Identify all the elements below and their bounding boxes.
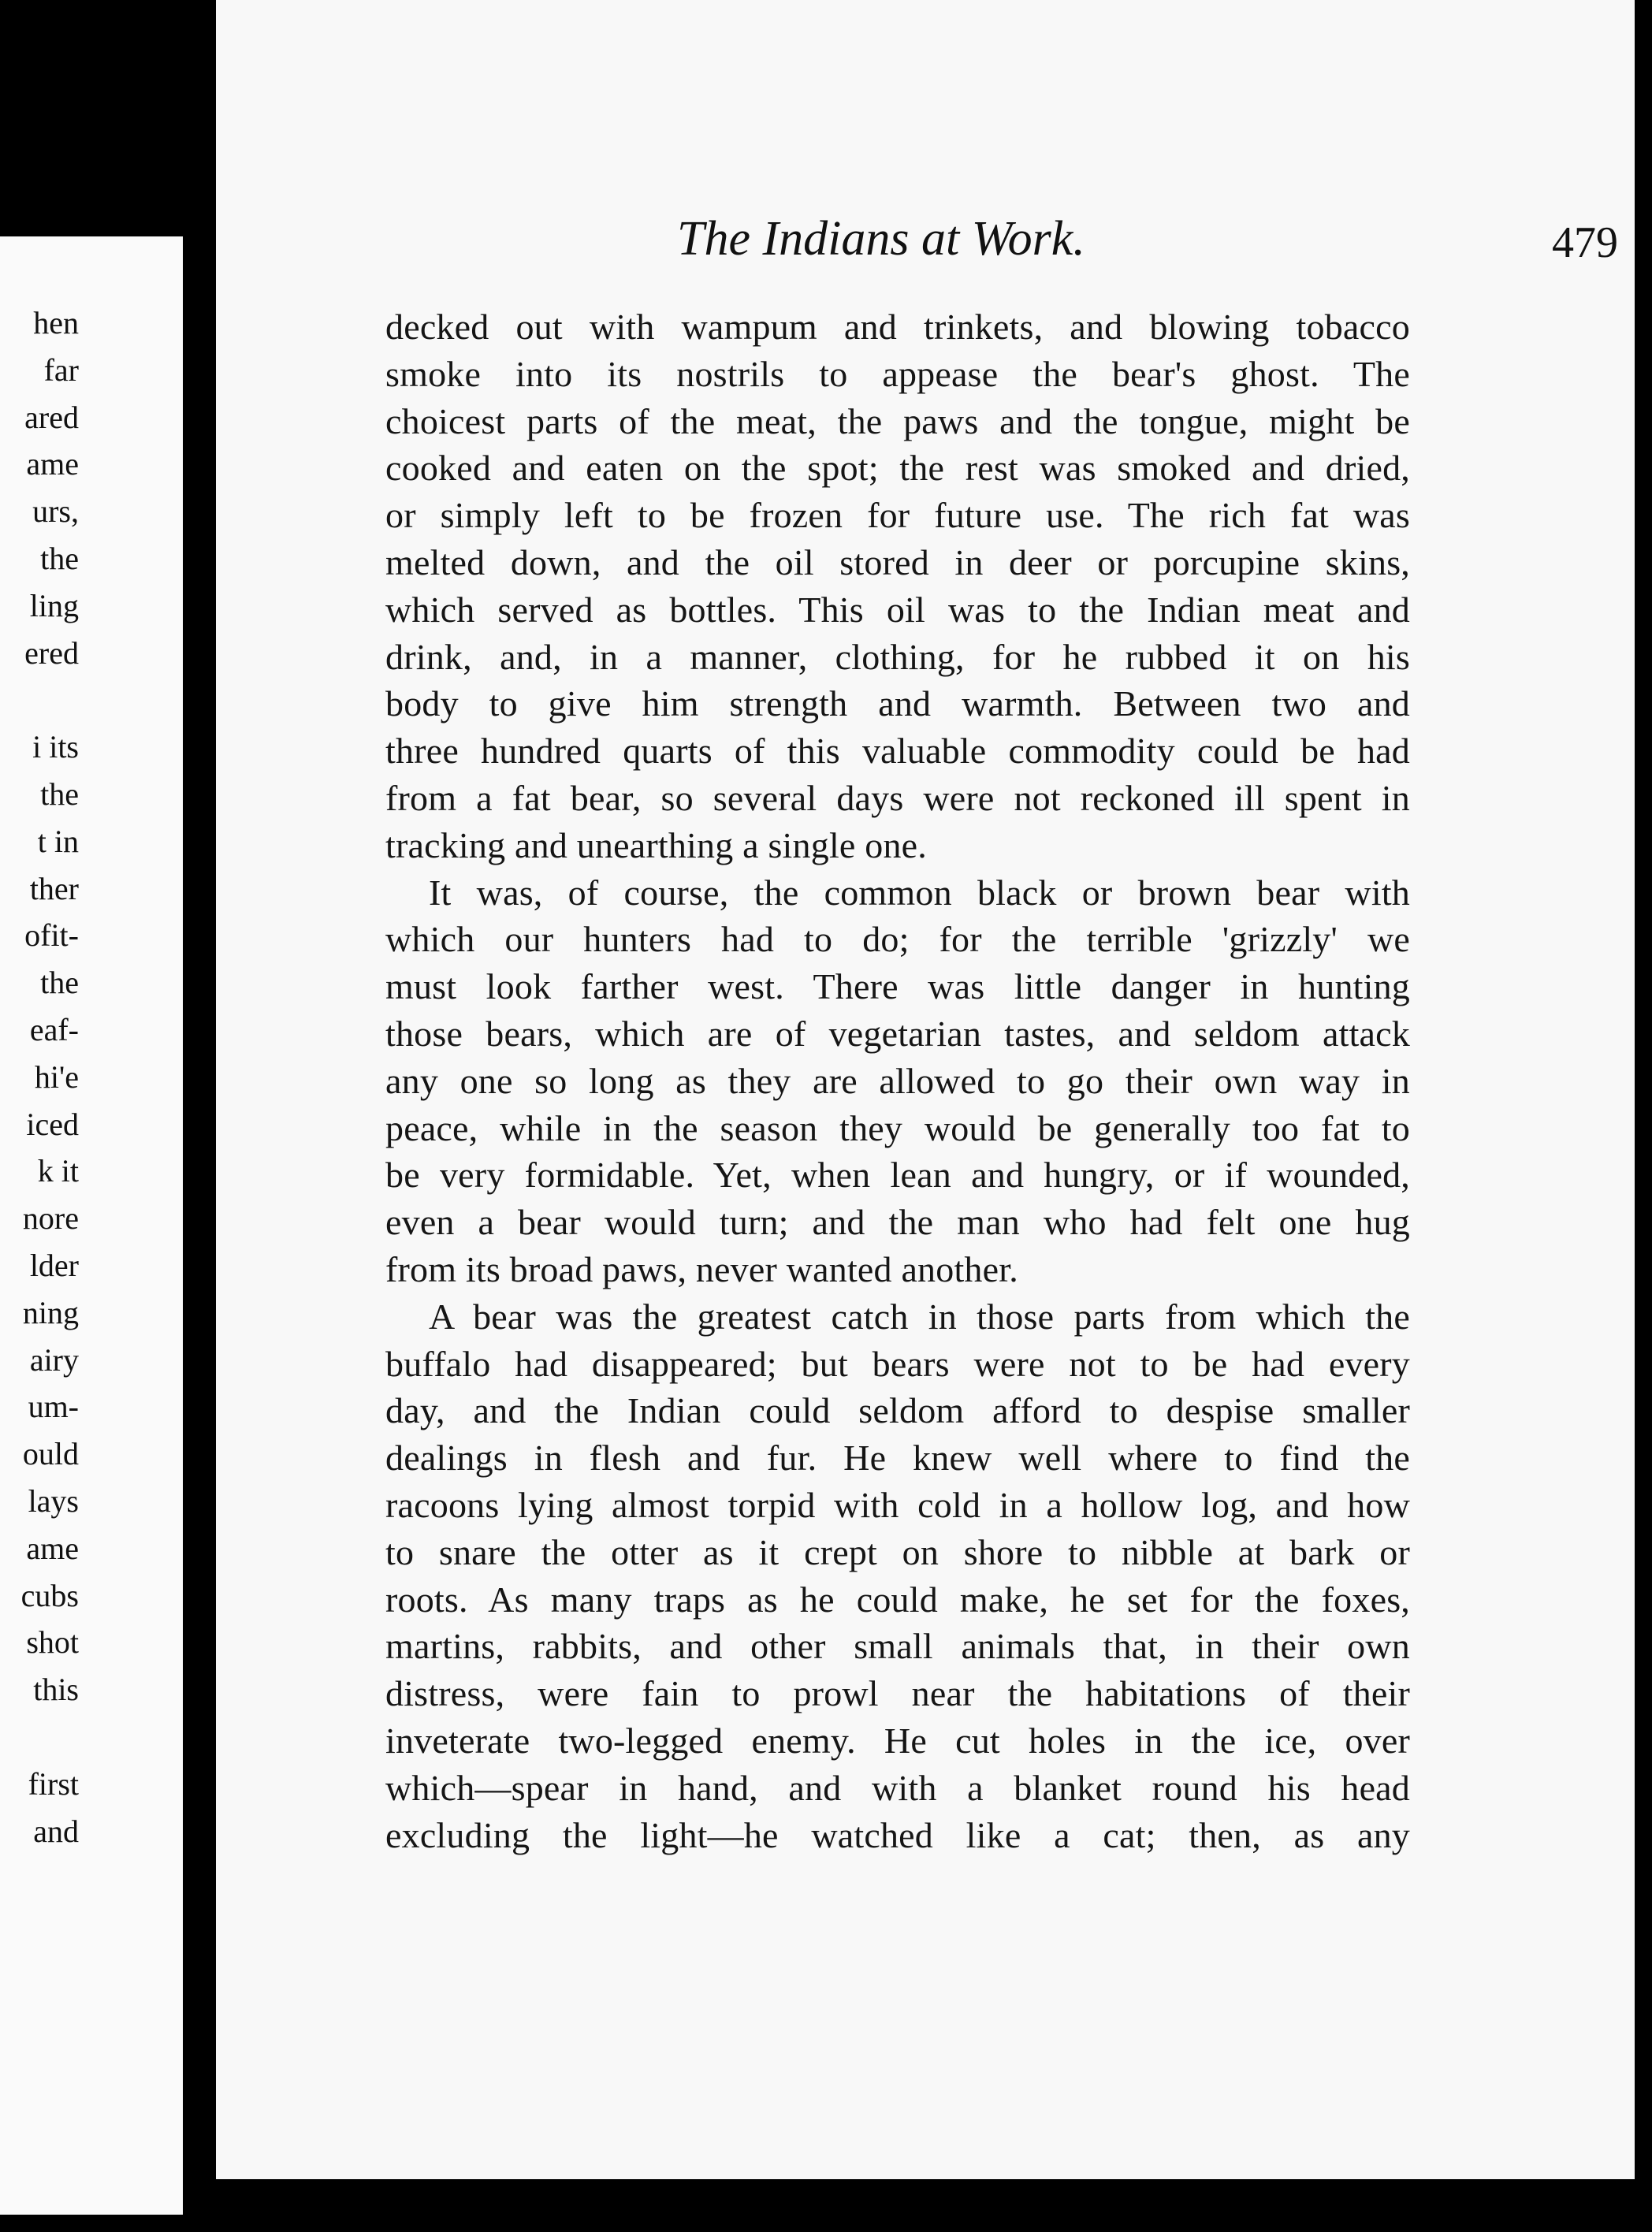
text-line: inveterate two-legged enemy. He cut holes in the ice, over [385, 1720, 1410, 1761]
paragraph [385, 303, 1410, 869]
page-body-text [385, 303, 1410, 1858]
text-line: body to give him strength and warmth. Between two and [385, 683, 1410, 724]
facing-page-fragment: k it [37, 1153, 79, 1189]
facing-page-fragment: ther [29, 870, 79, 906]
text-line: day, and the Indian could seldom afford to despise smaller [385, 1390, 1410, 1431]
facing-page-fragment: nore [22, 1200, 79, 1237]
facing-page-text-fragments [0, 299, 79, 1854]
text-line: must look farther west. There was little danger in hunting [385, 966, 1410, 1007]
text-line: smoke into its nostrils to appease the bear's ghost. The [385, 353, 1410, 394]
text-line: tracking and unearthing a single one. [385, 824, 927, 865]
facing-page-fragment: ofit- [24, 917, 79, 954]
facing-page-fragment: hi'e [34, 1058, 79, 1095]
facing-page-fragment: ame [26, 1530, 79, 1566]
text-line: which our hunters had to do; for the terrible 'grizzly' we [385, 919, 1410, 960]
facing-page-fragment: ame [26, 446, 79, 482]
text-line: which—spear in hand, and with a blanket round his head [385, 1767, 1410, 1808]
text-line: distress, were fain to prowl near the habitations of their [385, 1673, 1410, 1714]
text-line: from its broad paws, never wanted another. [385, 1248, 1018, 1289]
facing-page-fragment: the [40, 540, 79, 576]
text-line: be very formidable. Yet, when lean and hungry, or if wounded, [385, 1155, 1410, 1196]
text-line: choicest parts of the meat, the paws and the tongue, might be [385, 400, 1410, 441]
text-line: three hundred quarts of this valuable commodity could be had [385, 731, 1410, 772]
text-line: A bear was the greatest catch in those parts from which the [429, 1296, 1410, 1337]
facing-page-fragment: ared [24, 399, 79, 435]
facing-page-fragment: ould [22, 1436, 79, 1472]
text-line: It was, of course, the common black or brown bear with [429, 872, 1410, 913]
page-number: 479 [1552, 218, 1618, 267]
facing-page-fragment: t in [37, 823, 79, 859]
facing-page-fragment: lder [29, 1247, 79, 1283]
facing-page-fragment: the [40, 776, 79, 812]
text-line: cooked and eaten on the spot; the rest was smoked and dried, [385, 448, 1410, 489]
text-line: decked out with wampum and trinkets, and blowing tobacco [385, 307, 1410, 347]
facing-page-fragment: far [43, 352, 79, 388]
facing-page-fragment: ling [29, 587, 79, 623]
paragraph [385, 869, 1410, 1293]
text-line: drink, and, in a manner, clothing, for he rubbed it on his [385, 636, 1410, 677]
facing-page-fragment: cubs [20, 1577, 79, 1613]
facing-page-fragment: iced [26, 1106, 79, 1142]
facing-page-fragment [0, 676, 79, 724]
text-line: or simply left to be frozen for future use. The rich fat was [385, 495, 1410, 536]
paragraph [385, 1293, 1410, 1859]
facing-page-fragment: first [28, 1765, 79, 1802]
facing-page-fragment: airy [29, 1341, 79, 1378]
text-line: dealings in flesh and fur. He knew well where to find the [385, 1438, 1410, 1479]
text-line: peace, while in the season they would be generally too fat to [385, 1107, 1410, 1148]
facing-page-fragment: i its [32, 729, 79, 765]
facing-page-fragment [0, 1713, 79, 1761]
facing-page-fragment: the [40, 965, 79, 1001]
text-line: from a fat bear, so several days were not reckoned ill spent in [385, 777, 1410, 818]
running-head-title: The Indians at Work. [677, 212, 1085, 266]
text-line: buffalo had disappeared; but bears were not to be had every [385, 1343, 1410, 1384]
text-line: any one so long as they are allowed to go their own way in [385, 1060, 1410, 1101]
text-line: martins, rabbits, and other small animals that, in their own [385, 1626, 1410, 1667]
facing-page-fragment: urs, [32, 493, 79, 530]
book-page [216, 0, 1635, 2179]
facing-page-fragment: um- [28, 1389, 79, 1425]
facing-page-fragment: ning [22, 1294, 79, 1330]
running-head [677, 211, 1623, 282]
text-line: roots. As many traps as he could make, he set for the foxes, [385, 1579, 1410, 1620]
text-line: melted down, and the oil stored in deer or porcupine skins, [385, 541, 1410, 582]
text-line: even a bear would turn; and the man who had felt one hug [385, 1202, 1410, 1243]
facing-page-fragment: ered [24, 634, 79, 671]
text-line: to snare the otter as it crept on shore to nibble at bark or [385, 1531, 1410, 1572]
text-line: racoons lying almost torpid with cold in a hollow log, and how [385, 1484, 1410, 1525]
text-line: excluding the light—he watched like a cat; then, as any [385, 1814, 1410, 1855]
facing-page-fragment: eaf- [29, 1011, 79, 1047]
text-line: those bears, which are of vegetarian tastes, and seldom attack [385, 1013, 1410, 1054]
facing-page-fragment: hen [33, 305, 79, 340]
facing-page-fragment: lays [28, 1482, 79, 1519]
facing-page-fragment: this [33, 1672, 79, 1708]
facing-page-fragment: and [33, 1813, 79, 1849]
text-line: which served as bottles. This oil was to the Indian meat and [385, 589, 1410, 630]
book-gutter [183, 0, 216, 2232]
facing-page-fragment: shot [26, 1624, 79, 1661]
